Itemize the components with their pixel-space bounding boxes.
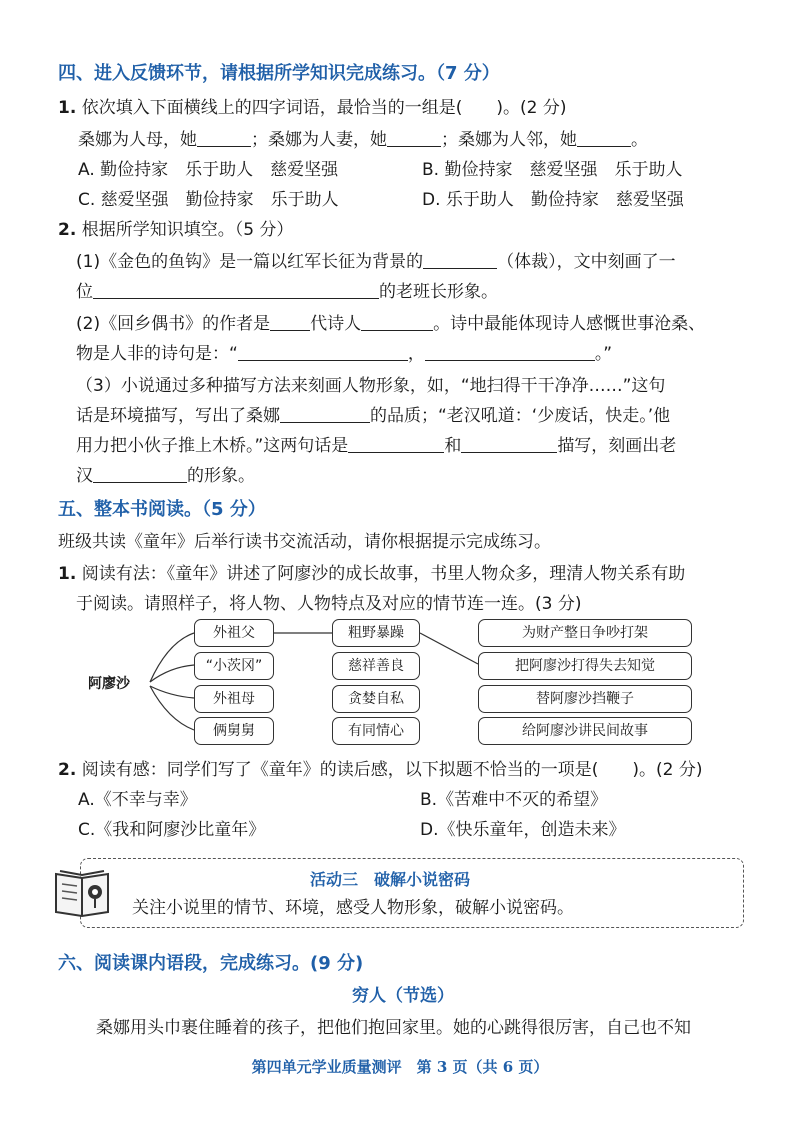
text: 的形象。: [187, 466, 255, 486]
s4-q2-p2-line2: [76, 342, 612, 366]
passage-title: 穷人（节选）: [352, 986, 454, 1006]
text: 代诗人: [310, 314, 362, 334]
text: 用力把小伙子推上木桥。”这两句话是: [76, 436, 349, 456]
blank[interactable]: [270, 313, 310, 331]
sample-link-line: [420, 633, 478, 664]
s4-q2-stem-text: 根据所学知识填空。（5 分）: [81, 220, 294, 240]
passage-text: 桑娜用头巾裹住睡着的孩子，把他们抱回家里。她的心跳得很厉害，自己也不知: [96, 1018, 691, 1038]
text: 描写，刻画出老: [557, 436, 677, 456]
blank[interactable]: [423, 251, 497, 269]
person-box[interactable]: “小茨冈”: [194, 652, 274, 680]
blank[interactable]: [348, 435, 444, 453]
s5-q2-num: 2.: [58, 760, 77, 780]
s4-q1-stem: [58, 96, 566, 120]
book-icon: [52, 862, 112, 918]
text: 话是环境描写，写出了桑娜: [76, 406, 280, 426]
blank[interactable]: [425, 343, 595, 361]
text: 的老班长形象。: [379, 282, 498, 302]
plot-box[interactable]: 为财产整日争吵打架: [478, 619, 692, 647]
s5-q2-option-b: B.《苦难中不灭的希望》: [420, 790, 608, 810]
s5-q1-num: 1.: [58, 564, 77, 584]
s4-q2-p3-line2: [76, 404, 670, 428]
s5-intro: 班级共读《童年》后举行读书交流活动，请你根据提示完成练习。: [58, 532, 551, 552]
s4-q1-blanks: [78, 128, 648, 152]
text: 阅读有感：同学们写了《童年》的读后感，以下拟题不恰当的一项是( )。(2 分): [81, 760, 703, 780]
trait-box[interactable]: 粗野暴躁: [332, 619, 420, 647]
character-relation-diagram: [88, 612, 728, 752]
s4-q2-p3-line4: [76, 464, 255, 488]
s4-q1-part-d: 。: [631, 130, 648, 150]
text: 物是人非的诗句是：“: [76, 344, 238, 364]
text: 。诗中最能体现诗人感慨世事沧桑、: [433, 314, 706, 334]
s4-q1-part-a: 桑娜为人母，她: [78, 130, 197, 150]
link-line: [150, 665, 194, 682]
s4-q2-p1-line1: [76, 250, 676, 274]
blank[interactable]: [461, 435, 557, 453]
s4-q1-part-c: ；桑娜为人邻，她: [441, 130, 577, 150]
activity-desc: 关注小说里的情节、环境，感受人物形象，破解小说密码。: [132, 898, 574, 918]
center-character: 阿廖沙: [88, 676, 130, 692]
s4-q2-p2-line1: [76, 312, 705, 336]
trait-box[interactable]: 慈祥善良: [332, 652, 420, 680]
person-box[interactable]: 外祖父: [194, 619, 274, 647]
blank[interactable]: [238, 343, 408, 361]
s5-q1-line2: 于阅读。请照样子，将人物、人物特点及对应的情节连一连。(3 分): [76, 594, 582, 614]
s4-q1-option-a: A. 勤俭持家 乐于助人 慈爱坚强: [78, 160, 339, 180]
s4-q2-p1-line2: [76, 280, 498, 304]
s4-q1-num: 1.: [58, 98, 77, 118]
trait-box[interactable]: 贪婪自私: [332, 685, 420, 713]
plot-box[interactable]: 替阿廖沙挡鞭子: [478, 685, 692, 713]
section-6-heading: 六、阅读课内语段，完成练习。(9 分): [58, 953, 364, 974]
s4-q2-stem: [58, 218, 293, 242]
text: 和: [444, 436, 462, 456]
blank[interactable]: [197, 129, 251, 147]
s5-q1-line1: [58, 562, 685, 586]
trait-box[interactable]: 有同情心: [332, 717, 420, 745]
page-footer: 第四单元学业质量测评 第 3 页（共 6 页）: [251, 1058, 549, 1076]
text: (2)《回乡偶书》的作者是: [76, 314, 271, 334]
text: 。”: [594, 344, 613, 364]
s4-q2-num: 2.: [58, 220, 77, 240]
blank[interactable]: [280, 405, 370, 423]
blank[interactable]: [361, 313, 433, 331]
plot-box[interactable]: 给阿廖沙讲民间故事: [478, 717, 692, 745]
blank[interactable]: [93, 281, 379, 299]
text: （体裁），文中刻画了一: [497, 252, 676, 272]
activity-title: 活动三 破解小说密码: [310, 870, 471, 889]
s5-q2-option-a: A.《不幸与幸》: [78, 790, 197, 810]
section-5-heading: 五、整本书阅读。（5 分）: [58, 499, 266, 520]
section-4-heading: 四、进入反馈环节，请根据所学知识完成练习。（7 分）: [58, 63, 500, 84]
s4-q2-p3-line3: [76, 434, 676, 458]
text: 阅读有法：《童年》讲述了阿廖沙的成长故事，书里人物众多，理清人物关系有助: [81, 564, 686, 584]
blank[interactable]: [577, 129, 631, 147]
blank[interactable]: [93, 465, 187, 483]
text: 汉: [76, 466, 93, 486]
link-line: [150, 686, 194, 730]
person-box[interactable]: 俩舅舅: [194, 717, 274, 745]
link-line: [150, 633, 194, 682]
s4-q1-option-c: C. 慈爱坚强 勤俭持家 乐于助人: [78, 190, 339, 210]
s5-q2-option-c: C.《我和阿廖沙比童年》: [78, 820, 266, 840]
s4-q1-option-d: D. 乐于助人 勤俭持家 慈爱坚强: [422, 190, 684, 210]
text: 的品质；“老汉吼道：‘少废话，快走。’他: [370, 406, 671, 426]
s4-q1-option-b: B. 勤俭持家 慈爱坚强 乐于助人: [422, 160, 683, 180]
person-box[interactable]: 外祖母: [194, 685, 274, 713]
s4-q2-p3-line1: （3）小说通过多种描写方法来刻画人物形象，如，“地扫得干干净净……”这句: [76, 376, 666, 396]
plot-box[interactable]: 把阿廖沙打得失去知觉: [478, 652, 692, 680]
s4-q1-stem-text: 依次填入下面横线上的四字词语，最恰当的一组是( )。(2 分): [81, 98, 567, 118]
text: (1)《金色的鱼钩》是一篇以红军长征为背景的: [76, 252, 424, 272]
text: 位: [76, 282, 93, 302]
s4-q1-part-b: ；桑娜为人妻，她: [251, 130, 387, 150]
blank[interactable]: [387, 129, 441, 147]
text: ，: [407, 344, 425, 364]
s5-q2-stem: [58, 758, 702, 782]
s5-q2-option-d: D.《快乐童年，创造未来》: [420, 820, 626, 840]
